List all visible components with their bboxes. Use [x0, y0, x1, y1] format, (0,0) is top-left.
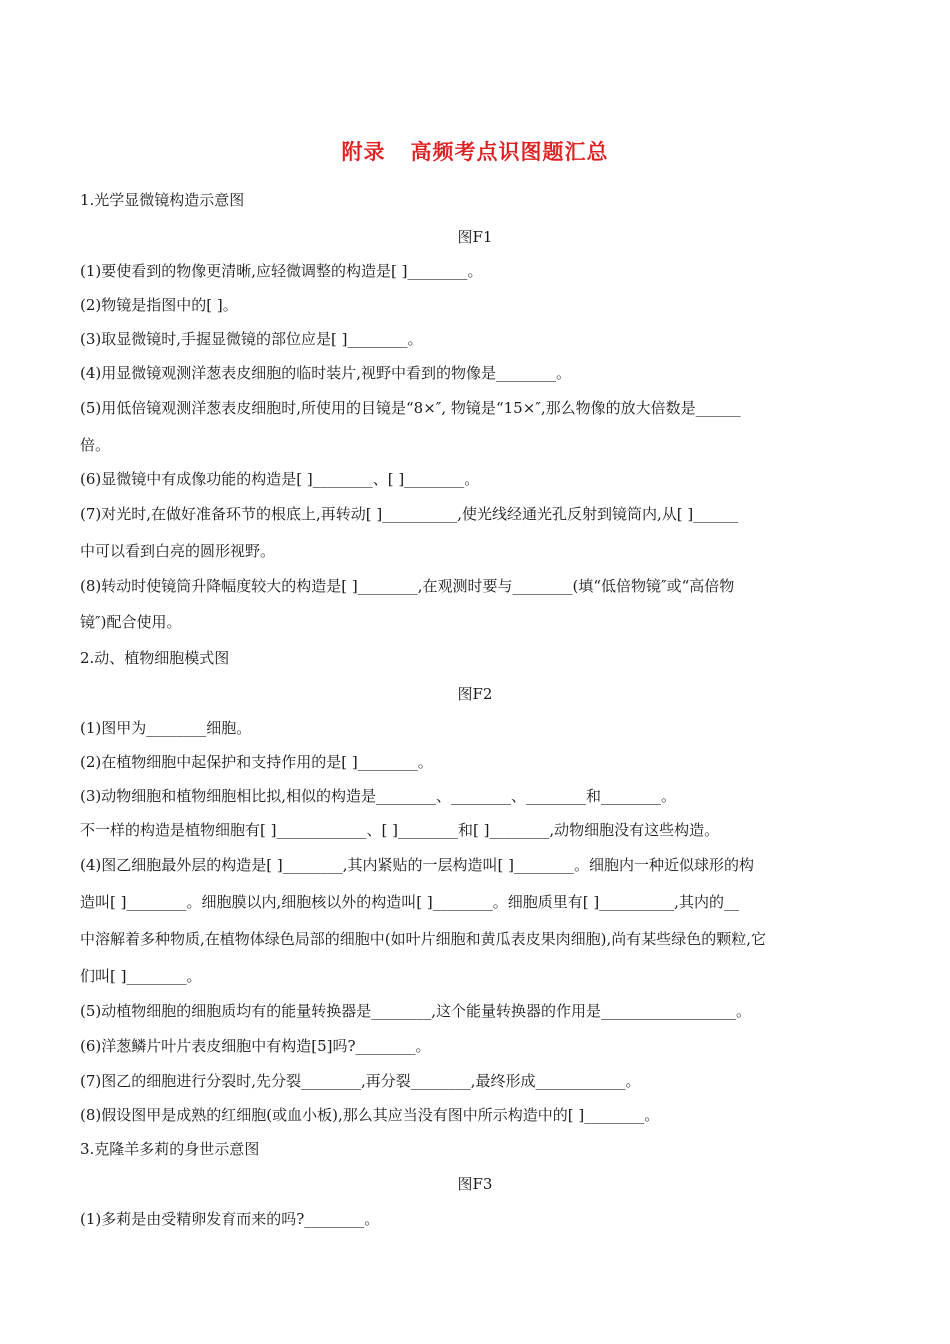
question-1-4: (4)用显微镜观测洋葱表皮细胞的临时装片,视野中看到的物像是________。: [80, 364, 572, 382]
question-1-2: (2)物镜是指图中的[ ]。: [80, 296, 238, 314]
question-2-2: (2)在植物细胞中起保护和支持作用的是[ ]________。: [80, 753, 433, 771]
question-3-1: (1)多莉是由受精卵发育而来的吗?________。: [80, 1210, 380, 1228]
question-2-3-cont: 不一样的构造是植物细胞有[ ]____________、[ ]________和[ ]________,动物细胞没有这些构造。: [80, 821, 720, 839]
question-1-1: (1)要使看到的物像更清晰,应轻微调整的构造是[ ]________。: [80, 262, 483, 280]
question-2-4: (4)图乙细胞最外层的构造是[ ]________,其内紧贴的一层构造叫[ ]________。细胞内一种近似球形的构: [80, 856, 754, 874]
question-1-7-cont: 中可以看到白亮的圆形视野。: [80, 542, 276, 560]
question-2-6: (6)洋葱鳞片叶片表皮细胞中有构造[5]吗?________。: [80, 1037, 431, 1055]
section-heading-2: 2.动、植物细胞模式图: [80, 649, 230, 667]
question-2-4-cont-2: 中溶解着多种物质,在植物体绿色局部的细胞中(如叶片细胞和黄瓜表皮果肉细胞),尚有某些绿色的颗粒,它: [80, 930, 767, 948]
question-1-5-cont: 倍。: [80, 436, 111, 454]
question-2-1: (1)图甲为________细胞。: [80, 719, 252, 737]
question-2-3: (3)动物细胞和植物细胞相比拟,相似的构造是________、________、________和________。: [80, 787, 677, 805]
question-1-5: (5)用低倍镜观测洋葱表皮细胞时,所使用的目镜是“8×″, 物镜是“15×″,那么物像的放大倍数是______: [80, 399, 741, 417]
question-2-4-cont-1: 造叫[ ]________。细胞膜以内,细胞核以外的构造叫[ ]________。细胞质里有[ ]__________,其内的__: [80, 893, 739, 911]
section-heading-3: 3.克隆羊多莉的身世示意图: [80, 1140, 260, 1158]
question-1-7: (7)对光时,在做好准备环节的根底上,再转动[ ]__________,使光线经通光孔反射到镜筒内,从[ ]______: [80, 505, 739, 523]
figure-caption-f3: 图F3: [457, 1175, 493, 1193]
question-2-5: (5)动植物细胞的细胞质均有的能量转换器是________,这个能量转换器的作用是__________________。: [80, 1002, 752, 1020]
question-2-7: (7)图乙的细胞进行分裂时,先分裂________,再分裂________,最终形成____________。: [80, 1072, 641, 1090]
question-1-3: (3)取显微镜时,手握显微镜的部位应是[ ]________。: [80, 330, 423, 348]
figure-caption-f2: 图F2: [457, 685, 493, 703]
figure-caption-f1: 图F1: [457, 228, 493, 246]
question-2-4-cont-3: 们叫[ ]________。: [80, 967, 202, 985]
question-1-6: (6)显微镜中有成像功能的构造是[ ]________、[ ]________。: [80, 470, 480, 488]
section-heading-1: 1.光学显微镜构造示意图: [80, 191, 245, 209]
page-title: 附录 高频考点识图题汇总: [341, 140, 609, 164]
question-1-8: (8)转动时使镜筒升降幅度较大的构造是[ ]________,在观测时要与________(填“低倍物镜″或“高倍物: [80, 577, 735, 595]
question-2-8: (8)假设图甲是成熟的红细胞(或血小板),那么其应当没有图中所示构造中的[ ]________。: [80, 1106, 660, 1124]
question-1-8-cont: 镜″)配合使用。: [80, 613, 182, 631]
